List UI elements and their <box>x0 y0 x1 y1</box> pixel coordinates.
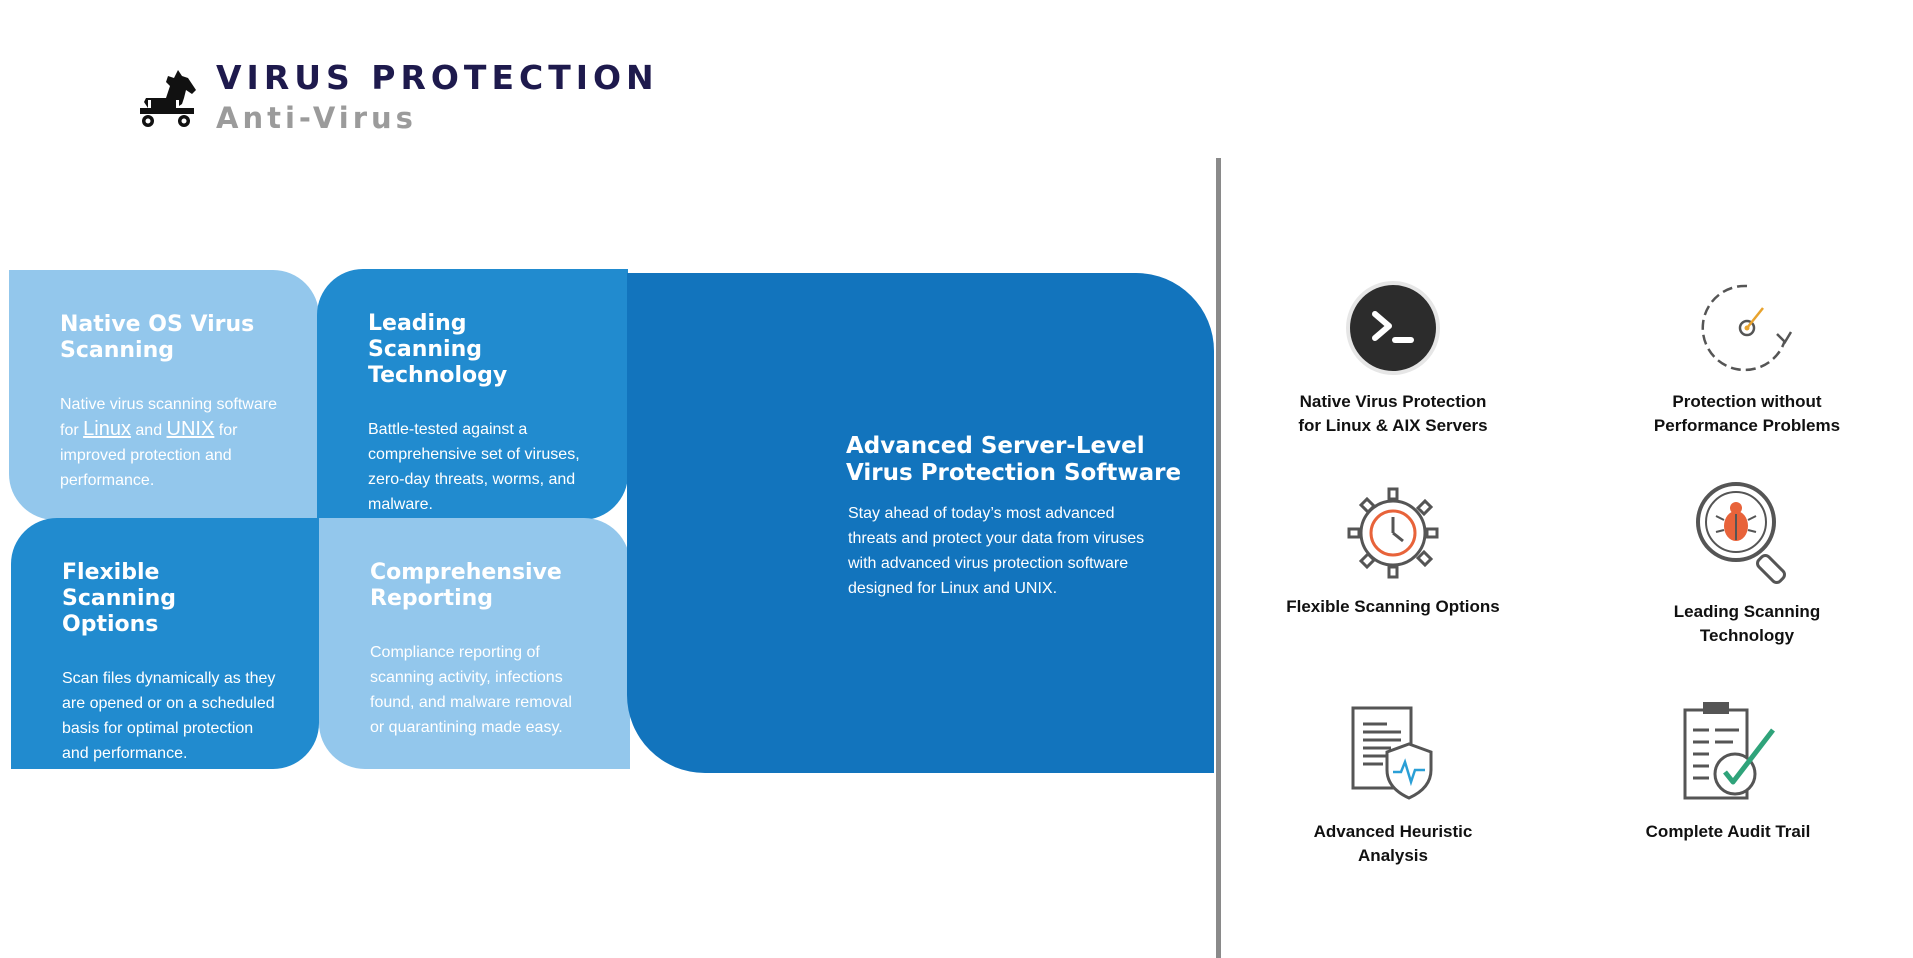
feature-label <box>1243 820 1543 868</box>
tile-heading: Comprehensive Reporting <box>370 560 562 611</box>
feature-panel <box>627 273 1214 773</box>
feature-leading-scanning <box>1597 478 1897 648</box>
tile-text: Scan files dynamically as they are opened or on a scheduled basis for optimal protection and performance. <box>62 670 276 762</box>
feature-panel-heading: Advanced Server-Level Virus Protection Software <box>846 433 1182 486</box>
trojan-horse-icon <box>136 68 200 130</box>
terminal-icon <box>1343 278 1443 378</box>
page-title: VIRUS PROTECTION <box>216 58 659 97</box>
feature-panel-text: Stay ahead of today’s most advanced threats and protect your data from viruses with advanced virus protection software designed for Linux and UNIX. <box>848 505 1145 597</box>
page-subtitle: Anti-Virus <box>216 101 417 135</box>
feature-label-line: Flexible Scanning Options <box>1286 597 1500 616</box>
tile-text-part: Native virus scanning software for <box>60 396 277 439</box>
tile-native-os-scanning <box>9 270 319 520</box>
tile-text: Compliance reporting of scanning activity, infections found, and malware removal or quarantining made easy. <box>370 644 572 736</box>
document-shield-icon <box>1343 698 1443 808</box>
clipboard-check-icon <box>1673 698 1783 808</box>
feature-flexible-scanning <box>1243 483 1543 619</box>
magnifier-bug-icon <box>1692 478 1802 588</box>
feature-native-protection <box>1243 278 1543 438</box>
linux-link[interactable]: Linux <box>83 418 131 440</box>
tile-heading: Leading Scanning Technology <box>368 311 508 388</box>
feature-label-line: Advanced Heuristic <box>1313 822 1473 841</box>
feature-label-line: Protection without <box>1672 392 1822 411</box>
feature-label <box>1243 595 1543 619</box>
tile-heading: Flexible Scanning Options <box>62 560 177 637</box>
tile-text <box>60 392 279 493</box>
tile-leading-scanning <box>317 269 628 520</box>
feature-audit-trail <box>1578 698 1878 844</box>
vertical-divider <box>1216 158 1221 958</box>
feature-label <box>1597 600 1897 648</box>
tile-heading: Native OS Virus Scanning <box>60 312 255 363</box>
feature-label-line: Native Virus Protection <box>1299 392 1487 411</box>
feature-performance <box>1597 278 1897 438</box>
feature-label <box>1597 390 1897 438</box>
tile-text-part: and <box>135 422 163 439</box>
tile-flexible-scanning <box>11 518 319 769</box>
gauge-icon <box>1697 278 1797 378</box>
feature-label-line: Leading Scanning <box>1673 602 1821 621</box>
feature-label-line: Technology <box>1699 626 1795 645</box>
gear-clock-icon <box>1343 483 1443 583</box>
feature-label <box>1578 820 1878 844</box>
feature-label-line: Analysis <box>1358 846 1428 865</box>
tile-comprehensive-reporting <box>319 518 630 769</box>
feature-label <box>1243 390 1543 438</box>
feature-label-line: for Linux & AIX Servers <box>1298 416 1488 435</box>
feature-label-line: Complete Audit Trail <box>1645 822 1811 841</box>
feature-heuristic-analysis <box>1243 698 1543 868</box>
unix-link[interactable]: UNIX <box>166 418 215 440</box>
tile-text-part: for improved protection and performance. <box>60 422 238 489</box>
tile-text: Battle-tested against a comprehensive set of viruses, zero-day threats, worms, and malware. <box>368 421 580 513</box>
feature-label-line: Performance Problems <box>1653 416 1841 435</box>
